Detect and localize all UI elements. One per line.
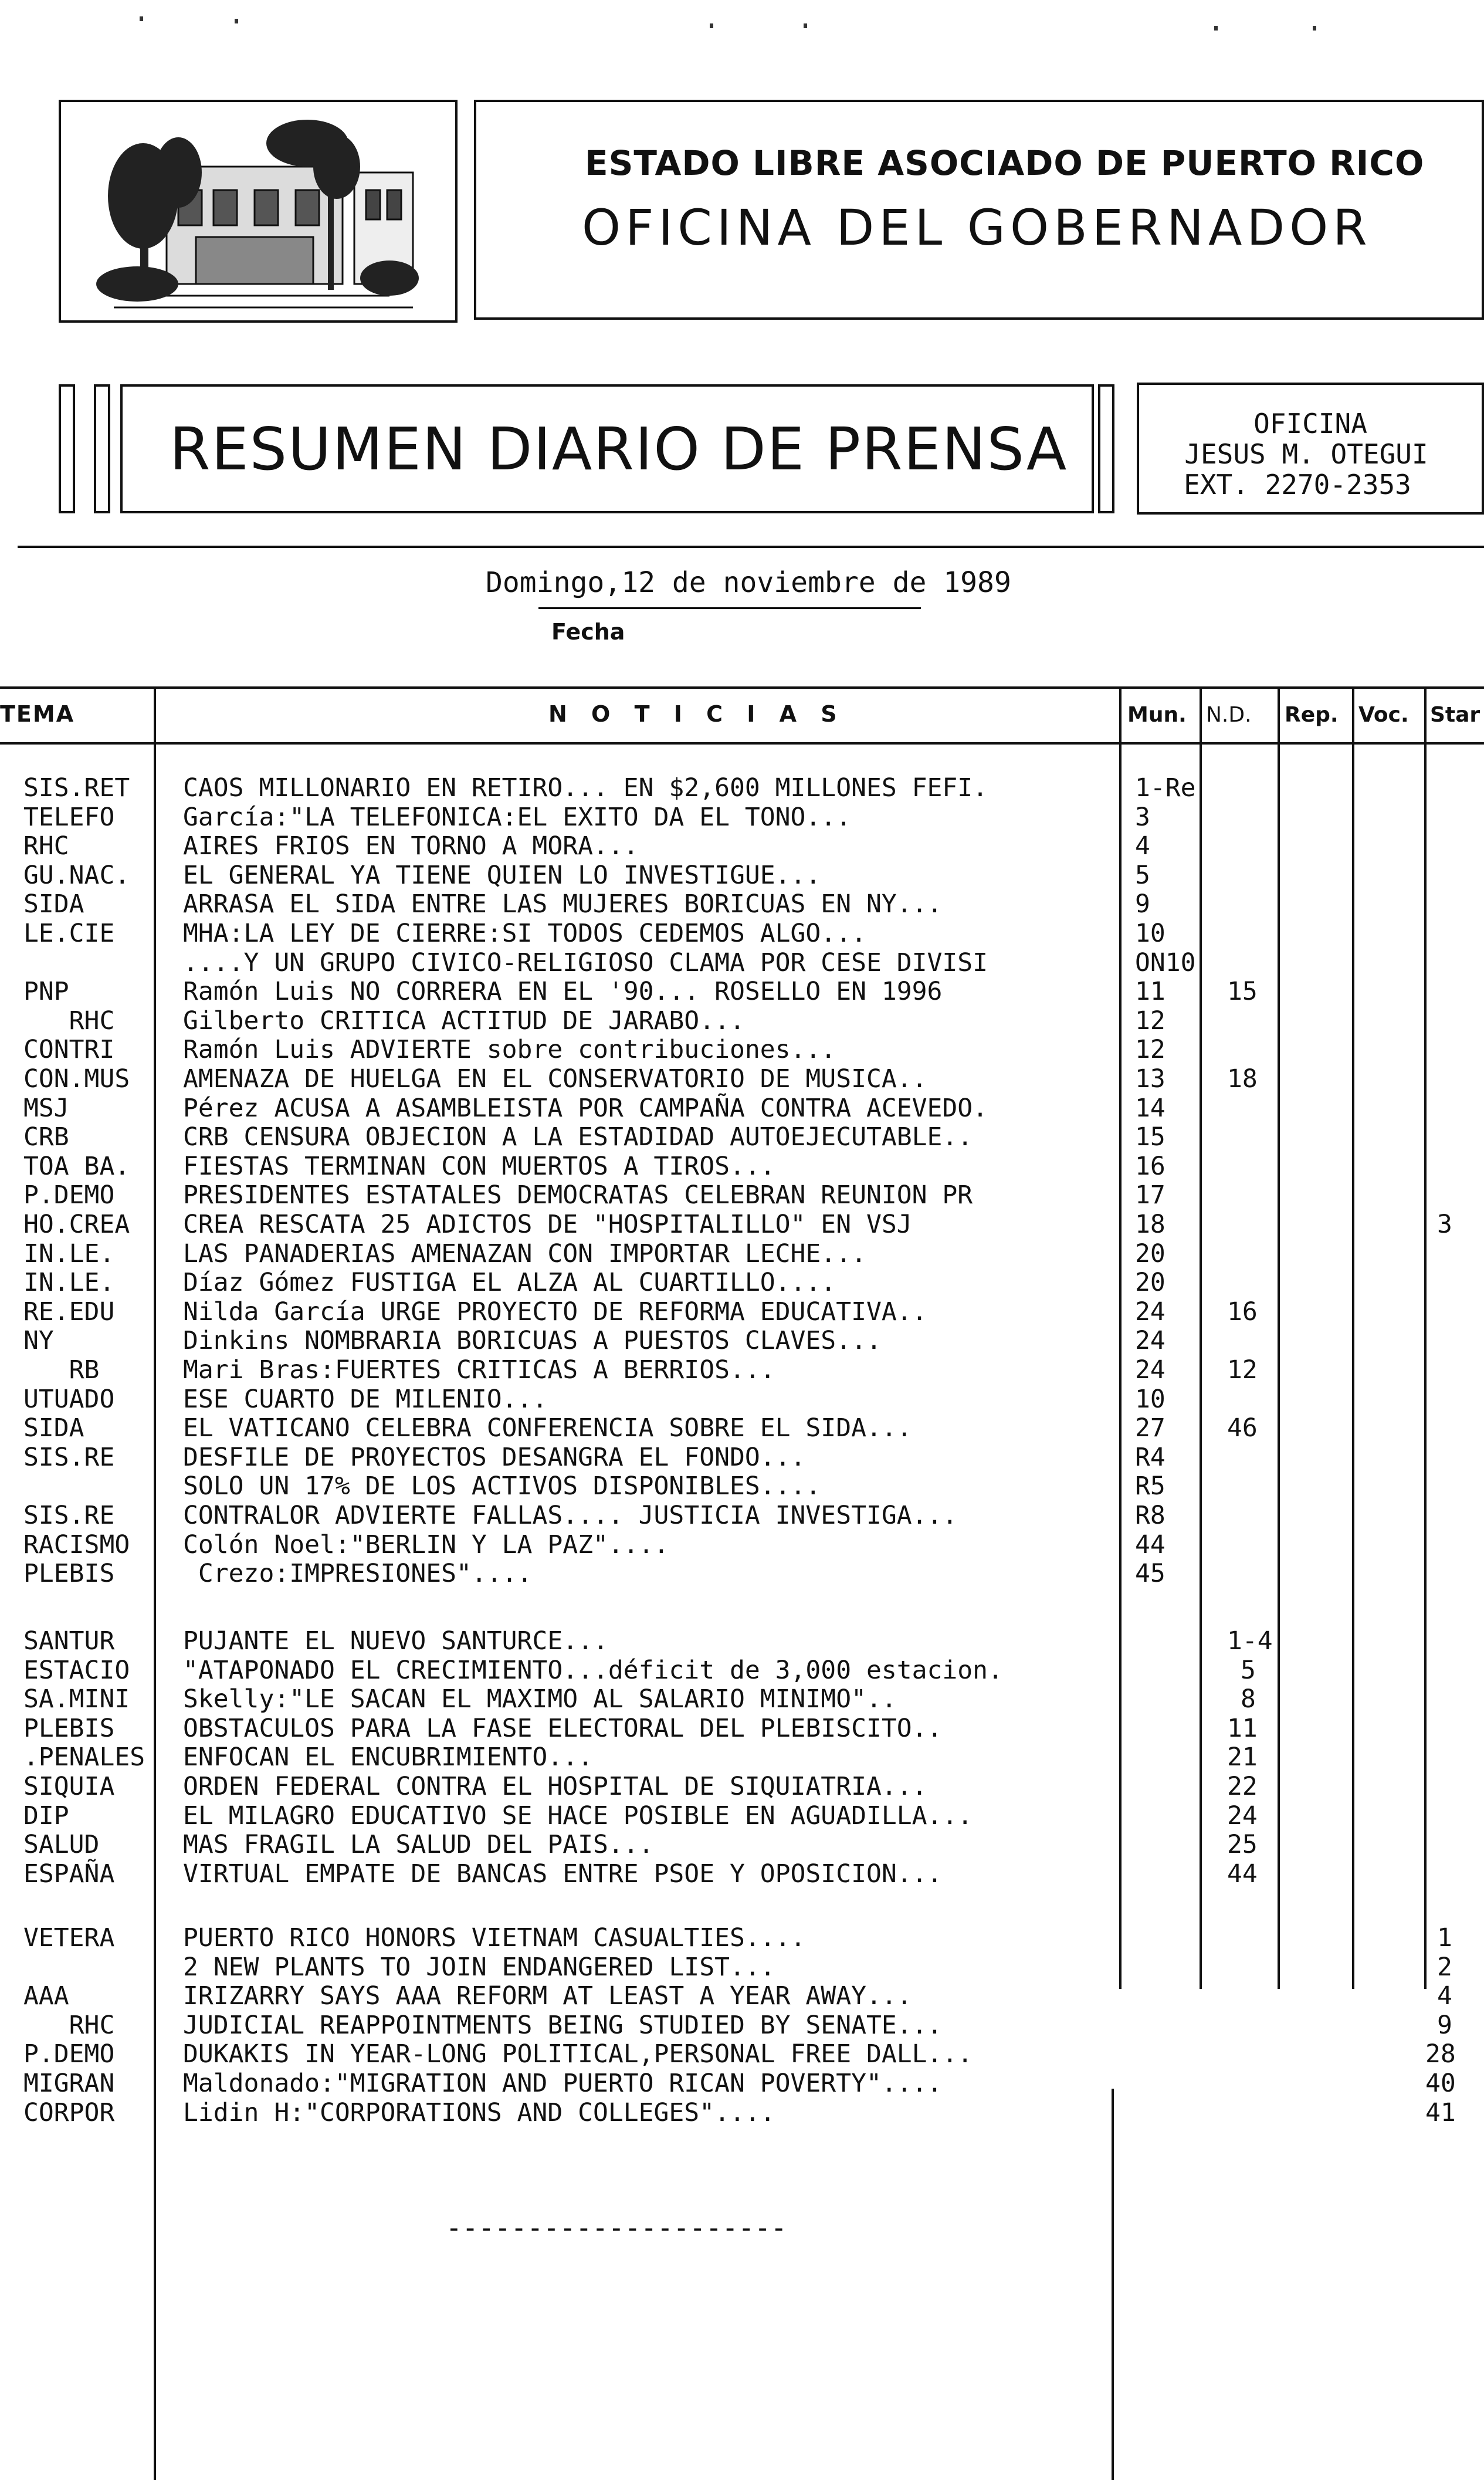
header-title-box: [474, 100, 1484, 320]
row-mun: 14: [1135, 1093, 1165, 1123]
row-tema: PLEBIS: [23, 1713, 115, 1743]
row-tema: CON.MUS: [23, 1064, 130, 1094]
table-row: [0, 2098, 1484, 2127]
table-row: [0, 1714, 1484, 1743]
row-mun: 15: [1135, 1122, 1165, 1152]
date-value: Domingo,12 de noviembre de 1989: [486, 566, 1011, 599]
row-nd: 16: [1227, 1297, 1258, 1327]
row-noticia: Dinkins NOMBRARIA BORICUAS A PUESTOS CLAVES...: [183, 1326, 882, 1356]
row-tema: DIP: [23, 1801, 69, 1831]
table-row: [0, 1981, 1484, 2011]
header-voc: Voc.: [1358, 703, 1409, 727]
row-noticia: PUERTO RICO HONORS VIETNAM CASUALTIES....: [183, 1923, 806, 1953]
row-mun: 12: [1135, 1006, 1165, 1036]
table-row: [0, 1801, 1484, 1831]
row-tema: PNP: [23, 977, 69, 1007]
speck: [235, 19, 238, 23]
row-noticia: Lidin H:"CORPORATIONS AND COLLEGES"....: [183, 2097, 775, 2127]
table-row: [0, 2039, 1484, 2069]
row-tema: MSJ: [23, 1093, 69, 1123]
row-noticia: ESE CUARTO DE MILENIO...: [183, 1384, 548, 1414]
header-tema: TEMA: [0, 701, 75, 727]
row-noticia: PRESIDENTES ESTATALES DEMOCRATAS CELEBRAN REUNION PR: [183, 1180, 973, 1210]
office-line2: JESUS M. OTEGUI: [1184, 438, 1428, 470]
row-nd: 5: [1241, 1655, 1256, 1685]
row-noticia: Gilberto CRITICA ACTITUD DE JARABO...: [183, 1006, 745, 1036]
table-row: [0, 1385, 1484, 1414]
row-tema: IN.LE.: [23, 1268, 115, 1298]
row-noticia: ENFOCAN EL ENCUBRIMIENTO...: [183, 1743, 593, 1772]
row-tema: TELEFO: [23, 802, 115, 832]
row-noticia: CRB CENSURA OBJECION A LA ESTADIDAD AUTOEJECUTABLE..: [183, 1122, 973, 1152]
table-row: [0, 1501, 1484, 1530]
row-nd: 18: [1227, 1064, 1258, 1094]
row-tema: CONTRI: [23, 1035, 115, 1065]
row-nd: 8: [1241, 1684, 1256, 1714]
row-tema: HO.CREA: [23, 1210, 130, 1239]
column-divider-lower: [1112, 2089, 1114, 2480]
banner-bar-right: [1098, 384, 1114, 513]
row-mun: 17: [1135, 1180, 1165, 1210]
table-row: [0, 1064, 1484, 1094]
row-noticia: CAOS MILLONARIO EN RETIRO... EN $2,600 MILLONES FEFI.: [183, 773, 988, 803]
table-row: [0, 1180, 1484, 1210]
header-noticias: N O T I C I A S: [548, 701, 845, 727]
logo-box: [59, 100, 458, 323]
office-line3: EXT. 2270-2353: [1184, 469, 1411, 500]
row-mun: 1-Re: [1135, 773, 1196, 803]
row-mun: 18: [1135, 1210, 1165, 1239]
table-row: [0, 803, 1484, 832]
table-row: [0, 1413, 1484, 1443]
row-mun: R5: [1135, 1471, 1165, 1501]
row-nd: 44: [1227, 1859, 1258, 1889]
date-label: Fecha: [551, 619, 625, 645]
row-mun: 16: [1135, 1151, 1165, 1181]
row-mun: 24: [1135, 1326, 1165, 1356]
row-noticia: FIESTAS TERMINAN CON MUERTOS A TIROS...: [183, 1151, 775, 1181]
row-tema: RB: [23, 1355, 100, 1385]
office-box: [1137, 383, 1484, 515]
row-noticia: AIRES FRIOS EN TORNO A MORA...: [183, 831, 639, 861]
row-tema: NY: [23, 1326, 54, 1356]
table-row: [0, 1297, 1484, 1327]
row-star: 41: [1425, 2097, 1456, 2127]
row-tema: SALUD: [23, 1830, 100, 1860]
table-row: [0, 1443, 1484, 1472]
speck: [710, 23, 713, 28]
banner-title: RESUMEN DIARIO DE PRENSA: [170, 415, 1068, 483]
table-header-rule: [0, 742, 1484, 745]
row-nd: 11: [1227, 1713, 1258, 1743]
row-noticia: García:"LA TELEFONICA:EL EXITO DA EL TONO...: [183, 802, 852, 832]
table-row: [0, 1094, 1484, 1123]
row-noticia: Ramón Luis NO CORRERA EN EL '90... ROSELLO EN 1996: [183, 977, 943, 1007]
header-star: Star: [1430, 703, 1480, 727]
row-noticia: ORDEN FEDERAL CONTRA EL HOSPITAL DE SIQUIATRIA...: [183, 1772, 927, 1801]
header-nd: N.D.: [1206, 703, 1252, 727]
table-row: [0, 1122, 1484, 1152]
row-noticia: MHA:LA LEY DE CIERRE:SI TODOS CEDEMOS ALGO...: [183, 919, 866, 948]
banner-box: [120, 384, 1094, 513]
row-nd: 22: [1227, 1772, 1258, 1801]
table-row: [0, 861, 1484, 890]
row-mun: 27: [1135, 1413, 1165, 1443]
row-tema: UTUADO: [23, 1384, 115, 1414]
table-row: [0, 919, 1484, 948]
row-tema: LE.CIE: [23, 919, 115, 948]
row-noticia: EL MILAGRO EDUCATIVO SE HACE POSIBLE EN AGUADILLA...: [183, 1801, 973, 1831]
table-row: [0, 1210, 1484, 1239]
table-row: [0, 1239, 1484, 1268]
row-star: 9: [1437, 2010, 1452, 2040]
row-nd: 24: [1227, 1801, 1258, 1831]
row-noticia: EL VATICANO CELEBRA CONFERENCIA SOBRE EL SIDA...: [183, 1413, 912, 1443]
table-row: [0, 1830, 1484, 1859]
table-row: [0, 889, 1484, 919]
row-mun: 3: [1135, 802, 1150, 832]
table-row: [0, 1035, 1484, 1064]
row-mun: 44: [1135, 1530, 1165, 1559]
table-row: [0, 1268, 1484, 1297]
row-noticia: Crezo:IMPRESIONES"....: [183, 1559, 533, 1589]
row-noticia: IRIZARRY SAYS AAA REFORM AT LEAST A YEAR AWAY...: [183, 1981, 912, 2011]
row-tema: P.DEMO: [23, 1180, 115, 1210]
row-star: 1: [1437, 1923, 1452, 1953]
row-tema: SIS.RE: [23, 1442, 115, 1472]
table-row: [0, 831, 1484, 861]
banner-bar-left: [59, 384, 75, 513]
table-row: [0, 1006, 1484, 1036]
row-tema: SIDA: [23, 1413, 84, 1443]
row-star: 2: [1437, 1952, 1452, 1982]
header-mun: Mun.: [1127, 703, 1187, 727]
row-tema: AAA: [23, 1981, 69, 2011]
row-mun: 4: [1135, 831, 1150, 861]
row-tema: RACISMO: [23, 1530, 130, 1559]
table-row: [0, 1859, 1484, 1889]
row-noticia: Maldonado:"MIGRATION AND PUERTO RICAN POVERTY"....: [183, 2069, 943, 2098]
row-star: 4: [1437, 1981, 1452, 2011]
row-mun: 13: [1135, 1064, 1165, 1094]
row-noticia: Skelly:"LE SACAN EL MAXIMO AL SALARIO MINIMO"..: [183, 1684, 897, 1714]
row-mun: 11: [1135, 977, 1165, 1007]
row-noticia: DUKAKIS IN YEAR-LONG POLITICAL,PERSONAL FREE DALL...: [183, 2039, 973, 2069]
row-noticia: ....Y UN GRUPO CIVICO-RELIGIOSO CLAMA POR CESE DIVISI: [183, 948, 988, 977]
table-row: [0, 2011, 1484, 2040]
banner-bar-left: [94, 384, 110, 513]
section-divider: [18, 546, 1484, 548]
row-noticia: Ramón Luis ADVIERTE sobre contribuciones...: [183, 1035, 836, 1065]
table-row: [0, 1953, 1484, 1982]
row-noticia: EL GENERAL YA TIENE QUIEN LO INVESTIGUE...: [183, 860, 821, 890]
table-row: [0, 1772, 1484, 1801]
row-tema: ESTACIO: [23, 1655, 130, 1685]
row-noticia: JUDICIAL REAPPOINTMENTS BEING STUDIED BY SENATE...: [183, 2010, 943, 2040]
row-tema: VETERA: [23, 1923, 115, 1953]
row-tema: SIQUIA: [23, 1772, 115, 1801]
table-row: [0, 773, 1484, 803]
row-nd: 46: [1227, 1413, 1258, 1443]
row-noticia: Nilda García URGE PROYECTO DE REFORMA EDUCATIVA..: [183, 1297, 927, 1327]
row-nd: 1-4: [1227, 1626, 1273, 1656]
table-top-rule: [0, 686, 1484, 689]
table-row: [0, 1152, 1484, 1181]
office-line1: OFICINA: [1253, 408, 1367, 439]
row-tema: SANTUR: [23, 1626, 115, 1656]
row-noticia: Mari Bras:FUERTES CRITICAS A BERRIOS...: [183, 1355, 775, 1385]
table-row: [0, 1923, 1484, 1953]
table-row: [0, 1743, 1484, 1772]
table-row: [0, 977, 1484, 1006]
table-row: [0, 1656, 1484, 1685]
row-noticia: ARRASA EL SIDA ENTRE LAS MUJERES BORICUAS EN NY...: [183, 889, 943, 919]
row-tema: SIDA: [23, 889, 84, 919]
row-nd: 25: [1227, 1830, 1258, 1860]
row-mun: 20: [1135, 1268, 1165, 1298]
row-tema: .PENALES: [23, 1743, 145, 1772]
table-row: [0, 1530, 1484, 1559]
speck: [804, 23, 807, 28]
table-row: [0, 1471, 1484, 1501]
fortaleza-building-icon: [61, 102, 455, 320]
table-row: [0, 1626, 1484, 1656]
row-mun: R8: [1135, 1501, 1165, 1530]
row-tema: RHC: [23, 2010, 115, 2040]
row-tema: ESPAÑA: [23, 1859, 115, 1889]
row-noticia: DESFILE DE PROYECTOS DESANGRA EL FONDO...: [183, 1442, 806, 1472]
row-mun: 5: [1135, 860, 1150, 890]
row-tema: RHC: [23, 1006, 115, 1036]
row-mun: 24: [1135, 1355, 1165, 1385]
row-noticia: 2 NEW PLANTS TO JOIN ENDANGERED LIST...: [183, 1952, 775, 1982]
table-row: [0, 1355, 1484, 1385]
row-tema: SIS.RET: [23, 773, 130, 803]
speck: [1313, 26, 1316, 31]
header-line2: OFICINA DEL GOBERNADOR: [582, 199, 1372, 256]
table-row: [0, 1684, 1484, 1714]
row-star: 40: [1425, 2069, 1456, 2098]
row-tema: CRB: [23, 1122, 69, 1152]
row-noticia: CONTRALOR ADVIERTE FALLAS.... JUSTICIA INVESTIGA...: [183, 1501, 958, 1530]
speck: [1214, 26, 1218, 31]
row-mun: 45: [1135, 1559, 1165, 1589]
row-noticia: PUJANTE EL NUEVO SANTURCE...: [183, 1626, 608, 1656]
row-tema: SA.MINI: [23, 1684, 130, 1714]
row-tema: P.DEMO: [23, 2039, 115, 2069]
row-tema: CORPOR: [23, 2097, 115, 2127]
row-tema: RE.EDU: [23, 1297, 115, 1327]
speck: [140, 16, 143, 21]
row-noticia: VIRTUAL EMPATE DE BANCAS ENTRE PSOE Y OPOSICION...: [183, 1859, 943, 1889]
row-tema: TOA BA.: [23, 1151, 130, 1181]
row-tema: MIGRAN: [23, 2069, 115, 2098]
row-noticia: LAS PANADERIAS AMENAZAN CON IMPORTAR LECHE...: [183, 1239, 866, 1268]
row-star: 28: [1425, 2039, 1456, 2069]
row-noticia: OBSTACULOS PARA LA FASE ELECTORAL DEL PLEBISCITO..: [183, 1713, 943, 1743]
row-star: 3: [1437, 1210, 1452, 1239]
row-mun: 10: [1135, 1384, 1165, 1414]
row-noticia: "ATAPONADO EL CRECIMIENTO...déficit de 3,000 estacion.: [183, 1655, 1003, 1685]
table-row: [0, 1559, 1484, 1588]
date-underline: [538, 607, 921, 609]
row-mun: ON10: [1135, 948, 1196, 977]
header-line1: ESTADO LIBRE ASOCIADO DE PUERTO RICO: [585, 143, 1425, 183]
end-rule: ---------------------: [446, 2212, 787, 2244]
row-nd: 21: [1227, 1743, 1258, 1772]
row-tema: IN.LE.: [23, 1239, 115, 1268]
row-noticia: CREA RESCATA 25 ADICTOS DE "HOSPITALILLO" EN VSJ: [183, 1210, 912, 1239]
row-mun: 24: [1135, 1297, 1165, 1327]
row-mun: R4: [1135, 1442, 1165, 1472]
row-noticia: Díaz Gómez FUSTIGA EL ALZA AL CUARTILLO....: [183, 1268, 836, 1298]
row-tema: GU.NAC.: [23, 860, 130, 890]
table-row: [0, 2069, 1484, 2098]
row-noticia: SOLO UN 17% DE LOS ACTIVOS DISPONIBLES....: [183, 1471, 821, 1501]
row-mun: 10: [1135, 919, 1165, 948]
row-noticia: MAS FRAGIL LA SALUD DEL PAIS...: [183, 1830, 654, 1860]
row-nd: 15: [1227, 977, 1258, 1007]
row-noticia: Pérez ACUSA A ASAMBLEISTA POR CAMPAÑA CONTRA ACEVEDO.: [183, 1093, 988, 1123]
row-noticia: AMENAZA DE HUELGA EN EL CONSERVATORIO DE MUSICA..: [183, 1064, 927, 1094]
row-mun: 12: [1135, 1035, 1165, 1065]
row-tema: SIS.RE: [23, 1501, 115, 1530]
table-row: [0, 948, 1484, 977]
row-noticia: Colón Noel:"BERLIN Y LA PAZ"....: [183, 1530, 669, 1559]
row-mun: 20: [1135, 1239, 1165, 1268]
table-row: [0, 1326, 1484, 1355]
row-nd: 12: [1227, 1355, 1258, 1385]
row-mun: 9: [1135, 889, 1150, 919]
row-tema: PLEBIS: [23, 1559, 115, 1589]
header-rep: Rep.: [1285, 703, 1339, 727]
row-tema: RHC: [23, 831, 69, 861]
